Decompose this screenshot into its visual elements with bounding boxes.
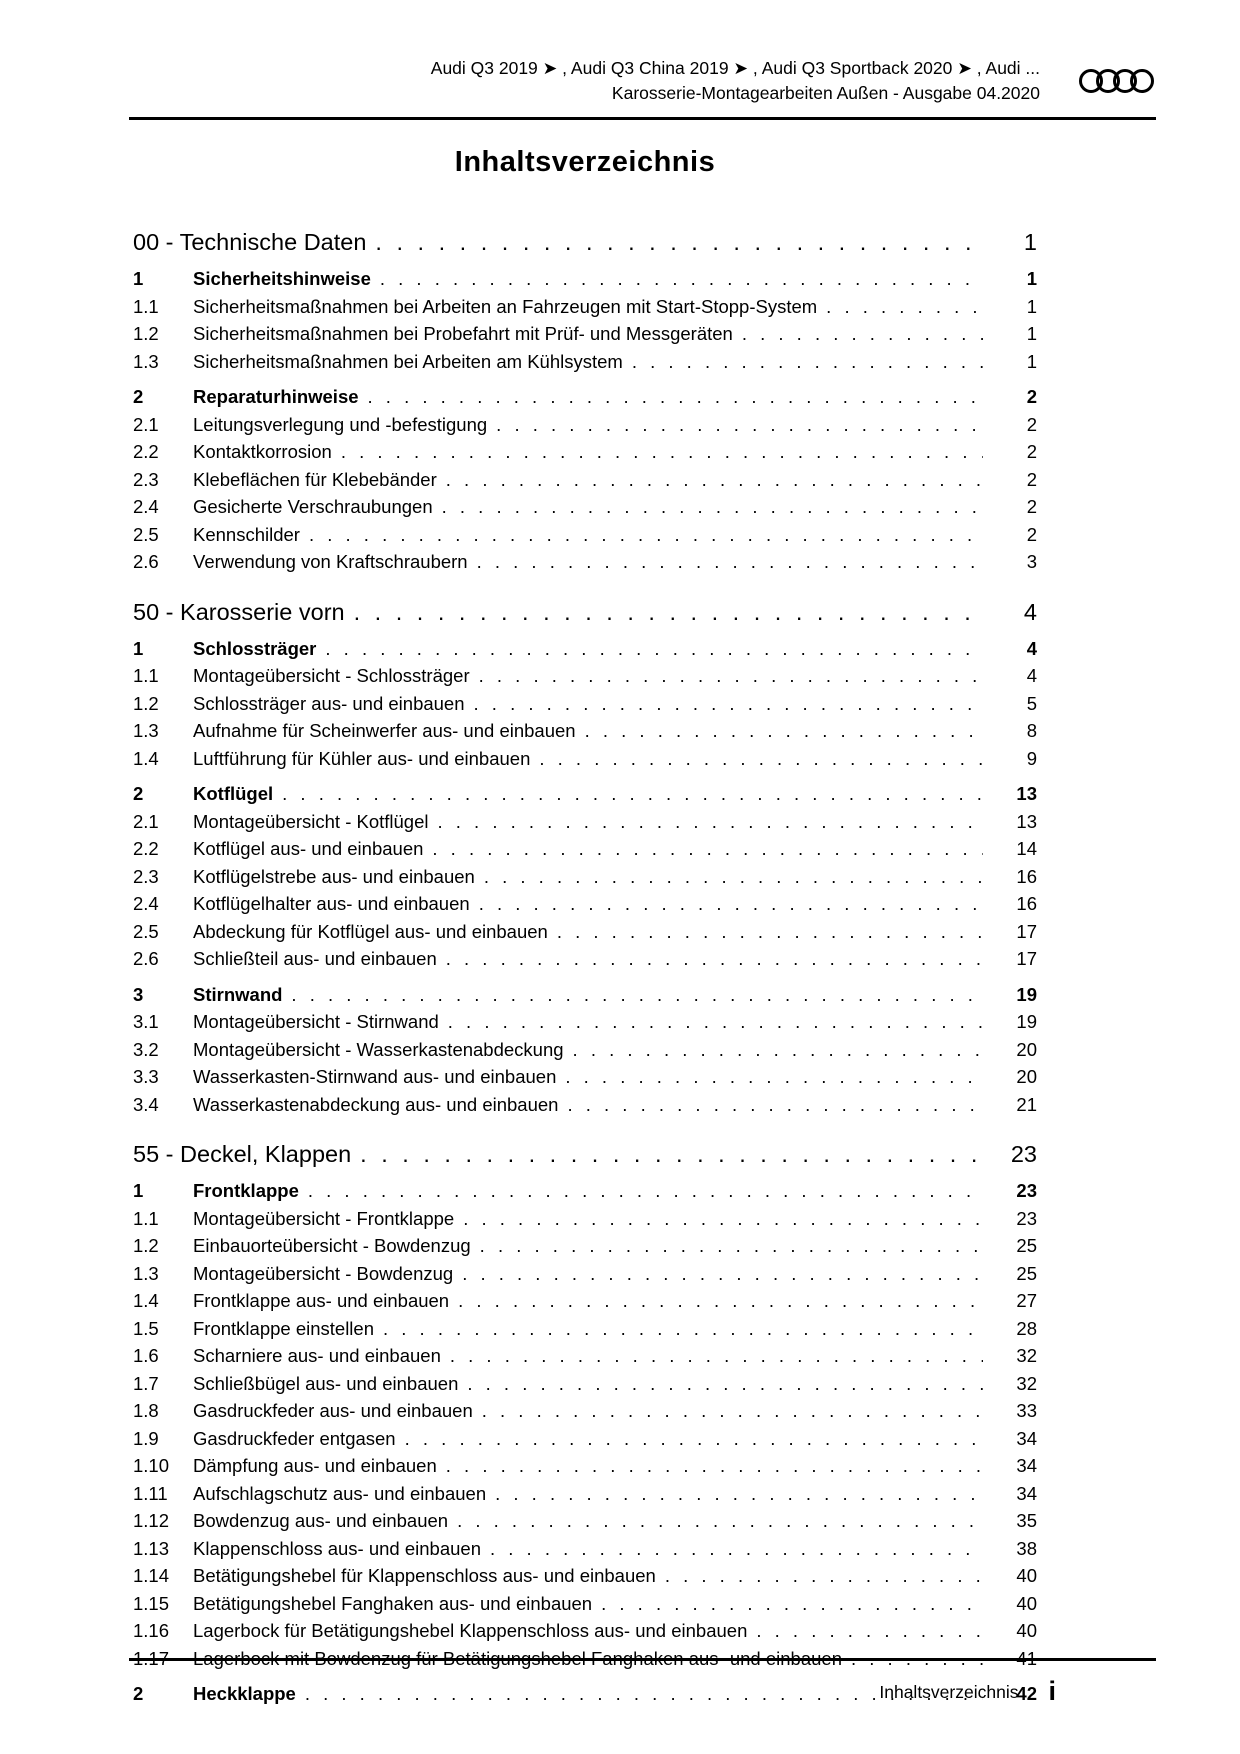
toc-entry-title: Frontklappe bbox=[193, 1180, 299, 1201]
toc-entry-page: 2 bbox=[1026, 386, 1037, 407]
dot-leader bbox=[291, 981, 983, 1009]
toc-entry-page: 4 bbox=[1026, 665, 1037, 686]
dot-leader bbox=[380, 265, 983, 293]
toc-entry[interactable] bbox=[133, 1287, 1037, 1315]
toc-entry[interactable] bbox=[133, 521, 1037, 549]
dot-leader bbox=[490, 1535, 983, 1563]
toc-entry-page: 2 bbox=[1026, 496, 1037, 517]
toc-entry-page: 25 bbox=[1016, 1235, 1037, 1256]
toc-entry-page: 32 bbox=[1016, 1372, 1037, 1394]
toc-entry[interactable] bbox=[133, 717, 1037, 745]
toc-entry-title: Sicherheitsmaßnahmen bei Probefahrt mit Prüf- und Messgeräten bbox=[193, 323, 733, 344]
dot-leader bbox=[742, 320, 983, 348]
toc-entry[interactable] bbox=[133, 1342, 1037, 1370]
toc-entry-number: 1.5 bbox=[133, 1317, 159, 1339]
toc-entry[interactable] bbox=[133, 1452, 1037, 1480]
toc-entry-title: Kennschilder bbox=[193, 523, 300, 545]
toc-entry-page: 3 bbox=[1026, 551, 1037, 572]
dot-leader bbox=[463, 1205, 983, 1233]
dot-leader bbox=[282, 780, 983, 808]
dot-leader bbox=[826, 293, 983, 321]
toc-entry-title: Frontklappe einstellen bbox=[193, 1317, 374, 1339]
toc-entry-title: Schlossträger aus- und einbauen bbox=[193, 692, 465, 714]
toc-section-title: 55 - Deckel, Klappen bbox=[133, 1141, 352, 1167]
toc-entry-title: Gasdruckfeder aus- und einbauen bbox=[193, 1400, 473, 1421]
dot-leader bbox=[432, 835, 983, 863]
toc-entry-page: 25 bbox=[1016, 1262, 1037, 1284]
toc-entry-number: 1.13 bbox=[133, 1537, 170, 1559]
page-header bbox=[130, 56, 1040, 106]
toc-entry-title: Lagerbock für Betätigungshebel Klappenschloss aus- und einbauen bbox=[193, 1620, 748, 1641]
toc-entry-title: Montageübersicht - Kotflügel bbox=[193, 810, 429, 832]
toc-entry-title: Kontaktkorrosion bbox=[193, 441, 332, 462]
toc-entry-number: 1.16 bbox=[133, 1620, 170, 1641]
dot-leader bbox=[446, 1452, 983, 1480]
toc-entry[interactable] bbox=[133, 466, 1037, 494]
toc-entry[interactable] bbox=[133, 348, 1037, 376]
toc-entry-title: Montageübersicht - Frontklappe bbox=[193, 1207, 455, 1229]
toc-entry[interactable] bbox=[133, 1562, 1037, 1590]
toc-entry-page: 13 bbox=[1016, 783, 1037, 804]
toc-entry-title: Stirnwand bbox=[193, 983, 283, 1005]
toc-entry[interactable] bbox=[133, 1480, 1037, 1508]
toc-entry-title: Reparaturhinweise bbox=[193, 386, 359, 407]
dot-leader bbox=[360, 1139, 983, 1169]
toc-entry-page: 42 bbox=[1016, 1683, 1037, 1704]
dot-leader bbox=[479, 662, 983, 690]
toc-entry[interactable] bbox=[133, 1036, 1037, 1064]
dot-leader bbox=[567, 1091, 983, 1119]
toc-entry-number: 1.2 bbox=[133, 323, 159, 344]
toc-entry-title: Kotflügel aus- und einbauen bbox=[193, 838, 424, 859]
toc-entry[interactable] bbox=[133, 493, 1037, 521]
toc-entry-page: 1 bbox=[1026, 350, 1037, 372]
toc-entry-page: 2 bbox=[1026, 468, 1037, 490]
dot-leader bbox=[632, 348, 983, 376]
toc-entry-number: 2 bbox=[133, 1683, 144, 1704]
toc-entry-page: 16 bbox=[1016, 893, 1037, 914]
toc-entry-title: Kotflügelhalter aus- und einbauen bbox=[193, 893, 470, 914]
toc-entry-page: 17 bbox=[1016, 948, 1037, 969]
toc-entry-page: 13 bbox=[1016, 810, 1037, 832]
dot-leader bbox=[458, 1287, 983, 1315]
toc-entry[interactable] bbox=[133, 1425, 1037, 1453]
toc-entry-title: Einbauorteübersicht - Bowdenzug bbox=[193, 1235, 471, 1256]
toc-entry[interactable] bbox=[133, 438, 1037, 466]
dot-leader bbox=[354, 597, 983, 627]
toc-entry-page: 40 bbox=[1016, 1620, 1037, 1641]
toc-entry[interactable] bbox=[133, 662, 1037, 690]
toc-entry-title: Aufschlagschutz aus- und einbauen bbox=[193, 1482, 487, 1504]
toc-section-title: 00 - Technische Daten bbox=[133, 229, 367, 255]
toc-entry-page: 40 bbox=[1016, 1592, 1037, 1614]
toc-entry-page: 19 bbox=[1016, 983, 1037, 1005]
page-title: Inhaltsverzeichnis bbox=[454, 146, 716, 178]
toc-entry-title: Betätigungshebel für Klappenschloss aus- und einbauen bbox=[193, 1565, 656, 1586]
toc-entry-number: 1.11 bbox=[133, 1482, 168, 1504]
toc-entry-page: 38 bbox=[1016, 1537, 1037, 1559]
toc-entry-page: 4 bbox=[1026, 637, 1037, 659]
toc-entry[interactable] bbox=[133, 981, 1037, 1009]
dot-leader bbox=[309, 521, 983, 549]
dot-leader bbox=[573, 1036, 983, 1064]
toc-entry[interactable] bbox=[133, 835, 1037, 863]
dot-leader bbox=[457, 1507, 983, 1535]
toc-entry-number: 3.3 bbox=[133, 1066, 159, 1087]
toc-entry-number: 2.1 bbox=[133, 413, 159, 435]
toc-entry-title: Heckklappe bbox=[193, 1683, 296, 1704]
toc-entry[interactable] bbox=[133, 383, 1037, 411]
dot-leader bbox=[448, 1008, 983, 1036]
toc-entry-number: 2 bbox=[133, 386, 144, 407]
toc-section-heading[interactable] bbox=[133, 1139, 1037, 1169]
toc-entry-number: 1.2 bbox=[133, 1235, 159, 1256]
toc-entry[interactable] bbox=[133, 1617, 1037, 1645]
toc-entry-title: Klebeflächen für Klebebänder bbox=[193, 468, 437, 490]
toc-entry-number: 2.6 bbox=[133, 551, 159, 572]
toc-entry-number: 2.6 bbox=[133, 948, 159, 969]
toc-entry[interactable] bbox=[133, 780, 1037, 808]
toc-entry[interactable] bbox=[133, 1535, 1037, 1563]
dot-leader bbox=[496, 411, 983, 439]
toc-entry-page: 9 bbox=[1026, 747, 1037, 769]
toc-entry-title: Sicherheitsmaßnahmen bei Arbeiten am Kühlsystem bbox=[193, 350, 623, 372]
dot-leader bbox=[308, 1177, 983, 1205]
toc-entry-page: 2 bbox=[1026, 441, 1037, 462]
toc-entry-number: 3.4 bbox=[133, 1093, 159, 1115]
dot-leader bbox=[446, 945, 983, 973]
toc-entry-number: 1 bbox=[133, 268, 144, 289]
toc-entry-number: 1 bbox=[133, 1180, 144, 1201]
toc-entry[interactable] bbox=[133, 293, 1037, 321]
toc-entry-page: 27 bbox=[1016, 1290, 1037, 1311]
dot-leader bbox=[467, 1370, 983, 1398]
header-divider bbox=[129, 117, 1156, 120]
table-of-contents bbox=[133, 206, 1037, 1708]
dot-leader bbox=[383, 1315, 983, 1343]
toc-entry[interactable] bbox=[133, 1315, 1037, 1343]
toc-entry-number: 1.14 bbox=[133, 1565, 170, 1586]
toc-entry-number: 1.2 bbox=[133, 692, 159, 714]
toc-entry-title: Montageübersicht - Schlossträger bbox=[193, 665, 470, 686]
toc-entry-page: 1 bbox=[1026, 295, 1037, 317]
toc-entry[interactable] bbox=[133, 548, 1037, 576]
toc-entry-page: 40 bbox=[1016, 1565, 1037, 1586]
toc-entry-number: 2.5 bbox=[133, 523, 159, 545]
toc-entry[interactable] bbox=[133, 945, 1037, 973]
toc-entry[interactable] bbox=[133, 918, 1037, 946]
dot-leader bbox=[405, 1425, 983, 1453]
toc-entry-number: 1.4 bbox=[133, 747, 159, 769]
dot-leader bbox=[368, 383, 983, 411]
toc-entry-number: 1.6 bbox=[133, 1345, 159, 1366]
dot-leader bbox=[442, 493, 983, 521]
footer-page-number: i bbox=[1048, 1676, 1056, 1706]
toc-entry[interactable] bbox=[133, 1507, 1037, 1535]
toc-entry-page: 23 bbox=[1016, 1180, 1037, 1201]
toc-entry[interactable] bbox=[133, 863, 1037, 891]
toc-entry-title: Betätigungshebel Fanghaken aus- und einbauen bbox=[193, 1592, 593, 1614]
dot-leader bbox=[665, 1562, 983, 1590]
toc-entry-title: Montageübersicht - Stirnwand bbox=[193, 1011, 439, 1032]
toc-entry-number: 2.4 bbox=[133, 496, 159, 517]
toc-section-heading[interactable] bbox=[133, 597, 1037, 627]
toc-entry-page: 16 bbox=[1016, 865, 1037, 887]
toc-entry[interactable] bbox=[133, 1008, 1037, 1036]
toc-entry-page: 1 bbox=[1026, 323, 1037, 344]
dot-leader bbox=[438, 808, 984, 836]
toc-entry-number: 2.2 bbox=[133, 441, 159, 462]
toc-entry-title: Montageübersicht - Bowdenzug bbox=[193, 1262, 454, 1284]
dot-leader bbox=[450, 1342, 983, 1370]
toc-entry-title: Schlossträger bbox=[193, 637, 317, 659]
toc-entry-title: Schließteil aus- und einbauen bbox=[193, 948, 437, 969]
dot-leader bbox=[585, 717, 983, 745]
footer-divider bbox=[129, 1658, 1156, 1661]
toc-section-title: 50 - Karosserie vorn bbox=[133, 598, 345, 625]
toc-entry-title: Sicherheitsmaßnahmen bei Arbeiten an Fahrzeugen mit Start-Stopp-System bbox=[193, 295, 818, 317]
toc-entry-number: 1 bbox=[133, 637, 144, 659]
toc-entry[interactable] bbox=[133, 1205, 1037, 1233]
toc-entry-number: 2.4 bbox=[133, 893, 159, 914]
toc-entry-title: Verwendung von Kraftschraubern bbox=[193, 551, 468, 572]
dot-leader bbox=[480, 1232, 983, 1260]
toc-entry-page: 20 bbox=[1016, 1038, 1037, 1060]
toc-entry-number: 1.1 bbox=[133, 665, 159, 686]
dot-leader bbox=[462, 1260, 983, 1288]
toc-entry-page: 21 bbox=[1016, 1093, 1037, 1115]
toc-entry[interactable] bbox=[133, 1177, 1037, 1205]
toc-entry-number: 2 bbox=[133, 783, 144, 804]
toc-entry-number: 2.5 bbox=[133, 920, 159, 942]
toc-entry-number: 1.3 bbox=[133, 1262, 159, 1284]
toc-entry-title: Abdeckung für Kotflügel aus- und einbauen bbox=[193, 920, 548, 942]
toc-entry-title: Klappenschloss aus- und einbauen bbox=[193, 1537, 481, 1559]
toc-entry-title: Wasserkastenabdeckung aus- und einbauen bbox=[193, 1093, 559, 1115]
toc-section-page: 23 bbox=[1010, 1141, 1037, 1167]
dot-leader bbox=[446, 466, 983, 494]
dot-leader bbox=[479, 890, 983, 918]
toc-entry-number: 2.3 bbox=[133, 865, 159, 887]
toc-entry-number: 1.1 bbox=[133, 1207, 159, 1229]
toc-entry[interactable] bbox=[133, 690, 1037, 718]
toc-section-page: 4 bbox=[1023, 598, 1037, 625]
toc-entry[interactable] bbox=[133, 1232, 1037, 1260]
toc-entry-title: Frontklappe aus- und einbauen bbox=[193, 1290, 450, 1311]
toc-entry[interactable] bbox=[133, 745, 1037, 773]
toc-entry-title: Gasdruckfeder entgasen bbox=[193, 1427, 396, 1449]
dot-leader bbox=[375, 227, 983, 257]
toc-entry[interactable] bbox=[133, 1370, 1037, 1398]
toc-entry-page: 1 bbox=[1026, 268, 1037, 289]
toc-entry-title: Kotflügelstrebe aus- und einbauen bbox=[193, 865, 475, 887]
toc-entry-page: 14 bbox=[1016, 838, 1037, 859]
dot-leader bbox=[557, 918, 983, 946]
toc-entry-number: 3 bbox=[133, 983, 144, 1005]
toc-section-heading[interactable] bbox=[133, 227, 1037, 257]
toc-entry[interactable] bbox=[133, 320, 1037, 348]
toc-entry-page: 19 bbox=[1016, 1011, 1037, 1032]
toc-entry[interactable] bbox=[133, 1260, 1037, 1288]
toc-entry-page: 33 bbox=[1016, 1400, 1037, 1421]
toc-entry-number: 2.3 bbox=[133, 468, 159, 490]
toc-entry[interactable] bbox=[133, 1063, 1037, 1091]
header-model-line: Audi Q3 2019 ➤ , Audi Q3 China 2019 ➤ , Audi Q3 Sportback 2020 ➤ , Audi ... bbox=[430, 58, 1040, 78]
toc-entry-page: 34 bbox=[1016, 1482, 1037, 1504]
dot-leader bbox=[474, 690, 983, 718]
toc-entry-title: Leitungsverlegung und -befestigung bbox=[193, 413, 488, 435]
toc-entry-page: 35 bbox=[1016, 1510, 1037, 1531]
toc-entry[interactable] bbox=[133, 808, 1037, 836]
toc-entry-title: Luftführung für Kühler aus- und einbauen bbox=[193, 747, 531, 769]
toc-entry-page: 32 bbox=[1016, 1345, 1037, 1366]
toc-entry-number: 3.2 bbox=[133, 1038, 159, 1060]
toc-section-page: 1 bbox=[1023, 229, 1037, 255]
toc-entry-page: 28 bbox=[1016, 1317, 1037, 1339]
dot-leader bbox=[341, 438, 983, 466]
dot-leader bbox=[601, 1590, 983, 1618]
toc-entry[interactable] bbox=[133, 635, 1037, 663]
toc-entry-title: Dämpfung aus- und einbauen bbox=[193, 1455, 437, 1476]
dot-leader bbox=[756, 1617, 983, 1645]
toc-entry-title: Sicherheitshinweise bbox=[193, 268, 371, 289]
toc-entry-number: 1.7 bbox=[133, 1372, 159, 1394]
toc-entry-number: 3.1 bbox=[133, 1011, 159, 1032]
dot-leader bbox=[477, 548, 983, 576]
toc-entry-page: 20 bbox=[1016, 1066, 1037, 1087]
dot-leader bbox=[495, 1480, 983, 1508]
toc-entry-page: 2 bbox=[1026, 413, 1037, 435]
toc-entry[interactable] bbox=[133, 890, 1037, 918]
toc-entry[interactable] bbox=[133, 411, 1037, 439]
toc-entry-title: Wasserkasten-Stirnwand aus- und einbauen bbox=[193, 1066, 557, 1087]
toc-entry-page: 17 bbox=[1016, 920, 1037, 942]
toc-entry-number: 1.12 bbox=[133, 1510, 170, 1531]
toc-entry-title: Gesicherte Verschraubungen bbox=[193, 496, 433, 517]
toc-entry-number: 1.15 bbox=[133, 1592, 170, 1614]
toc-entry-title: Bowdenzug aus- und einbauen bbox=[193, 1510, 449, 1531]
toc-entry-page: 34 bbox=[1016, 1455, 1037, 1476]
toc-entry-number: 1.3 bbox=[133, 350, 159, 372]
toc-entry-number: 2.2 bbox=[133, 838, 159, 859]
toc-entry[interactable] bbox=[133, 1590, 1037, 1618]
dot-leader bbox=[539, 745, 983, 773]
toc-entry-page: 8 bbox=[1026, 720, 1037, 741]
dot-leader bbox=[325, 635, 983, 663]
dot-leader bbox=[565, 1063, 983, 1091]
toc-entry-number: 1.10 bbox=[133, 1455, 170, 1476]
toc-entry-title: Aufnahme für Scheinwerfer aus- und einbauen bbox=[193, 720, 576, 741]
page-footer bbox=[130, 1676, 1056, 1707]
dot-leader bbox=[484, 863, 983, 891]
toc-entry[interactable] bbox=[133, 265, 1037, 293]
toc-entry-page: 2 bbox=[1026, 523, 1037, 545]
toc-entry-page: 34 bbox=[1016, 1427, 1037, 1449]
audi-rings-icon bbox=[1078, 64, 1156, 103]
header-title-line: Karosserie-Montagearbeiten Außen - Ausgabe 04.2020 bbox=[611, 83, 1040, 103]
toc-entry-title: Scharniere aus- und einbauen bbox=[193, 1345, 441, 1366]
footer-label: Inhaltsverzeichnis bbox=[879, 1682, 1019, 1702]
toc-entry-number: 1.9 bbox=[133, 1427, 159, 1449]
toc-entry-page: 23 bbox=[1016, 1207, 1037, 1229]
toc-entry-number: 1.3 bbox=[133, 720, 159, 741]
toc-entry-title: Kotflügel bbox=[193, 783, 274, 804]
toc-entry-number: 1.4 bbox=[133, 1290, 159, 1311]
dot-leader bbox=[482, 1397, 983, 1425]
toc-entry-title: Schließbügel aus- und einbauen bbox=[193, 1372, 459, 1394]
toc-entry[interactable] bbox=[133, 1397, 1037, 1425]
toc-entry-number: 2.1 bbox=[133, 810, 159, 832]
toc-entry[interactable] bbox=[133, 1091, 1037, 1119]
toc-entry-title: Montageübersicht - Wasserkastenabdeckung bbox=[193, 1038, 564, 1060]
toc-entry-number: 1.1 bbox=[133, 295, 159, 317]
toc-entry-page: 5 bbox=[1026, 692, 1037, 714]
toc-entry-number: 1.8 bbox=[133, 1400, 159, 1421]
